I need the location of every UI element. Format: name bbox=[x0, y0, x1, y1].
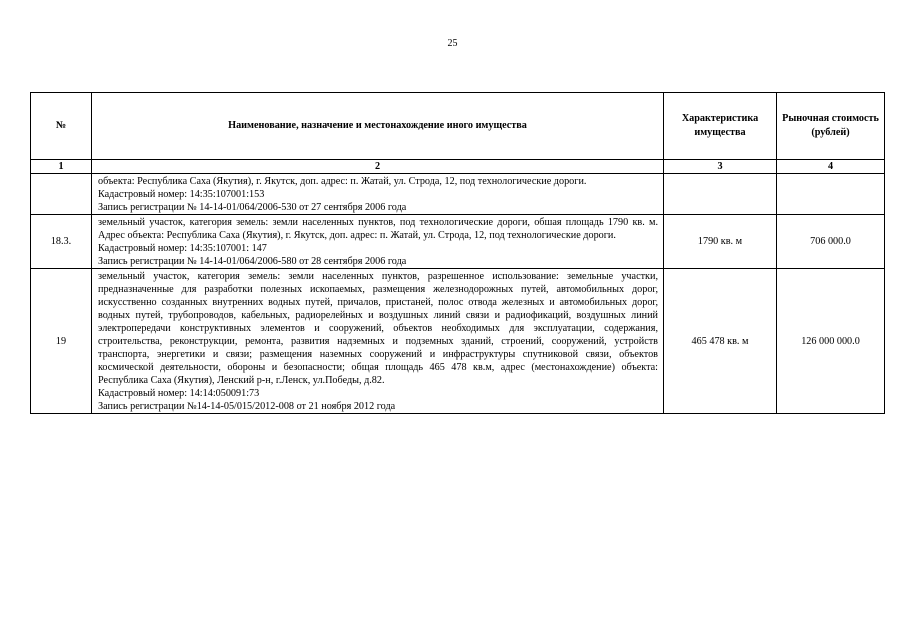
table-row bbox=[31, 215, 885, 269]
page-number: 25 bbox=[447, 38, 458, 49]
row-description bbox=[92, 269, 664, 414]
header-characteristic: Характеристика имущества bbox=[664, 93, 777, 160]
description-line: земельный участок, категория земель: земли населенных пунктов, разрешенное использование: земельные участки, предназначенные для разработки полезных ископаемых, размещения железнодорожных путей, автомобильных дорог, искусственно созданных внутренних водных путей, причалов, пристаней, полос отвода железных и автомобильных дорог, водных путей, трубопроводов, кабельных, радиорелейных и воздушных линий связи и радиофикаций, воздушных линий электропередачи конструктивных элементов и сооружений, объектов необходимых для эксплуатации, содержания, строительства, реконструкции, ремонта, развития надземных и подземных зданий, строений, сооружений, устройств транспорта, энергетики и связи; размещения наземных сооружений и инфраструктуры спутниковой связи, объектов космической деятельности, обороны и безопасности; общая площадь 465 478 кв.м, адрес (местонахождение) объекта: Республика Саха (Якутия), Ленский р-н, г.Ленск, ул.Победы, д.82. bbox=[98, 271, 658, 386]
row-characteristic bbox=[664, 174, 777, 215]
cadastral-number: Кадастровый номер: 14:35:107001:153 bbox=[98, 189, 265, 200]
property-table bbox=[30, 92, 885, 414]
cadastral-number: Кадастровый номер: 14:14:050091:73 bbox=[98, 388, 260, 399]
registration-record: Запись регистрации № 14-14-01/064/2006-580 от 28 сентября 2006 года bbox=[98, 256, 407, 267]
column-number: 1 bbox=[31, 160, 92, 174]
row-characteristic: 1790 кв. м bbox=[664, 215, 777, 269]
row-market-value: 126 000 000.0 bbox=[777, 269, 885, 414]
cadastral-number: Кадастровый номер: 14:35:107001: 147 bbox=[98, 243, 267, 254]
row-characteristic: 465 478 кв. м bbox=[664, 269, 777, 414]
row-market-value: 706 000.0 bbox=[777, 215, 885, 269]
column-number: 2 bbox=[92, 160, 664, 174]
description-line: объекта: Республика Саха (Якутия), г. Якутск, доп. адрес: п. Жатай, ул. Строда, 12, под технологические дороги. bbox=[98, 176, 587, 187]
column-number: 3 bbox=[664, 160, 777, 174]
description-line: земельный участок, категория земель: земли населенных пунктов, под технологические дороги, обшая площадь 1790 кв. м. Адрес объекта: Республика Саха (Якутия), г. Якутск, доп. адрес: п. Жатай, ул. Строда, 12, под технологические дороги. bbox=[98, 217, 658, 241]
table-header-row bbox=[31, 93, 885, 160]
registration-record: Запись регистрации №14-14-05/015/2012-008 от 21 ноября 2012 года bbox=[98, 401, 396, 412]
table-row bbox=[31, 269, 885, 414]
registration-record: Запись регистрации № 14-14-01/064/2006-530 от 27 сентября 2006 года bbox=[98, 202, 407, 213]
header-name: Наименование, назначение и местонахождение иного имущества bbox=[92, 93, 664, 160]
header-number: № bbox=[31, 93, 92, 160]
row-description bbox=[92, 174, 664, 215]
row-number: 19 bbox=[31, 269, 92, 414]
column-number-row bbox=[31, 160, 885, 174]
header-market-value: Рыночная стоимость (рублей) bbox=[777, 93, 885, 160]
row-description bbox=[92, 215, 664, 269]
row-market-value bbox=[777, 174, 885, 215]
row-number: 18.3. bbox=[31, 215, 92, 269]
row-number bbox=[31, 174, 92, 215]
table-row bbox=[31, 174, 885, 215]
column-number: 4 bbox=[777, 160, 885, 174]
